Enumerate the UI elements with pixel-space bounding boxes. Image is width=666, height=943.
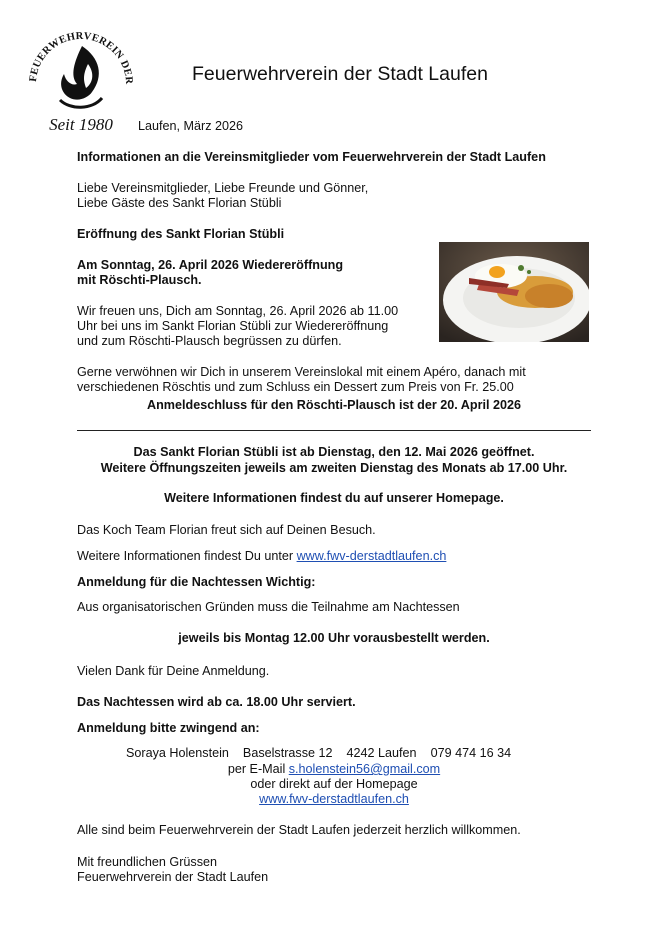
contact-street: Baselstrasse 12: [242, 746, 333, 760]
signature-text: Feuerwehrverein der Stadt Laufen: [77, 870, 269, 884]
register-heading: Anmeldung bitte zwingend an:: [77, 721, 260, 735]
event-line-2: mit Röschti-Plausch.: [77, 273, 202, 287]
section-divider: [77, 430, 591, 431]
contact-phone: 079 474 16 34: [430, 746, 512, 760]
menu-text-1: Gerne verwöhnen wir Dich in unserem Vereinslokal mit einem Apéro, danach mit: [77, 365, 526, 379]
served-time: Das Nachtessen wird ab ca. 18.00 Uhr serviert.: [77, 695, 356, 709]
hours-line-1: Das Sankt Florian Stübli ist ab Dienstag, den 12. Mai 2026 geöffnet.: [133, 445, 535, 459]
koch-team-text: Das Koch Team Florian freut sich auf Deinen Besuch.: [77, 523, 376, 537]
homepage-line: [77, 792, 591, 808]
email-prefix: per E-Mail: [227, 762, 289, 776]
menu-text-2: verschiedenen Röschtis und zum Schluss ein Dessert zum Preis von Fr. 25.00: [77, 380, 514, 394]
hours-line-2: Weitere Öffnungszeiten jeweils am zweiten Dienstag des Monats ab 17.00 Uhr.: [100, 461, 568, 475]
letter-date: Laufen, März 2026: [138, 119, 244, 133]
info-prefix: Weitere Informationen findest Du unter: [77, 549, 297, 563]
info-line: [77, 549, 446, 565]
greeting-line-2: Liebe Gäste des Sankt Florian Stübli: [77, 196, 282, 210]
event-line-1: Am Sonntag, 26. April 2026 Wiedereröffnung: [77, 258, 344, 272]
homepage-link[interactable]: www.fwv-derstadtlaufen.ch: [259, 792, 409, 806]
flame-emblem-icon: [22, 18, 140, 136]
welcome-text: Alle sind beim Feuerwehrverein der Stadt Laufen jederzeit herzlich willkommen.: [77, 823, 521, 837]
club-logo: [22, 18, 140, 136]
dinner-heading: Anmeldung für die Nachtessen Wichtig:: [77, 575, 316, 589]
opening-text-2: Uhr bei uns im Sankt Florian Stübli zur Wiedereröffnung: [77, 319, 389, 333]
homepage-text: oder direkt auf der Homepage: [250, 777, 418, 791]
more-info-notice: Weitere Informationen findest du auf unserer Homepage.: [164, 491, 504, 505]
email-link[interactable]: s.holenstein56@gmail.com: [288, 762, 441, 776]
roeschti-photo: [439, 242, 589, 342]
opening-text-3: und zum Röschti-Plausch begrüssen zu dürfen.: [77, 334, 342, 348]
opening-text-1: Wir freuen uns, Dich am Sonntag, 26. April 2026 ab 11.00: [77, 304, 399, 318]
contact-line: [126, 746, 511, 762]
regards-text: Mit freundlichen Grüssen: [77, 855, 217, 869]
email-line: [77, 762, 591, 778]
logo-arc-text: FEUERWEHRVEREIN DER: [27, 30, 135, 85]
contact-city: 4242 Laufen: [346, 746, 417, 760]
logo-year: Seit 1980: [49, 115, 113, 134]
greeting-line-1: Liebe Vereinsmitglieder, Liebe Freunde und Gönner,: [77, 181, 369, 195]
intro-heading: Informationen an die Vereinsmitglieder vom Feuerwehrverein der Stadt Laufen: [77, 150, 546, 164]
deadline-notice: Anmeldeschluss für den Röschti-Plausch ist der 20. April 2026: [147, 398, 521, 412]
dinner-reason: Aus organisatorischen Gründen muss die Teilnahme am Nachtessen: [77, 600, 460, 614]
website-link[interactable]: www.fwv-derstadtlaufen.ch: [296, 549, 447, 563]
page-title: Feuerwehrverein der Stadt Laufen: [192, 63, 488, 85]
contact-name: Soraya Holenstein: [126, 746, 229, 760]
dinner-deadline: jeweils bis Montag 12.00 Uhr vorausbestellt werden.: [178, 631, 490, 645]
thanks-text: Vielen Dank für Deine Anmeldung.: [77, 664, 270, 678]
opening-heading: Eröffnung des Sankt Florian Stübli: [77, 227, 285, 241]
